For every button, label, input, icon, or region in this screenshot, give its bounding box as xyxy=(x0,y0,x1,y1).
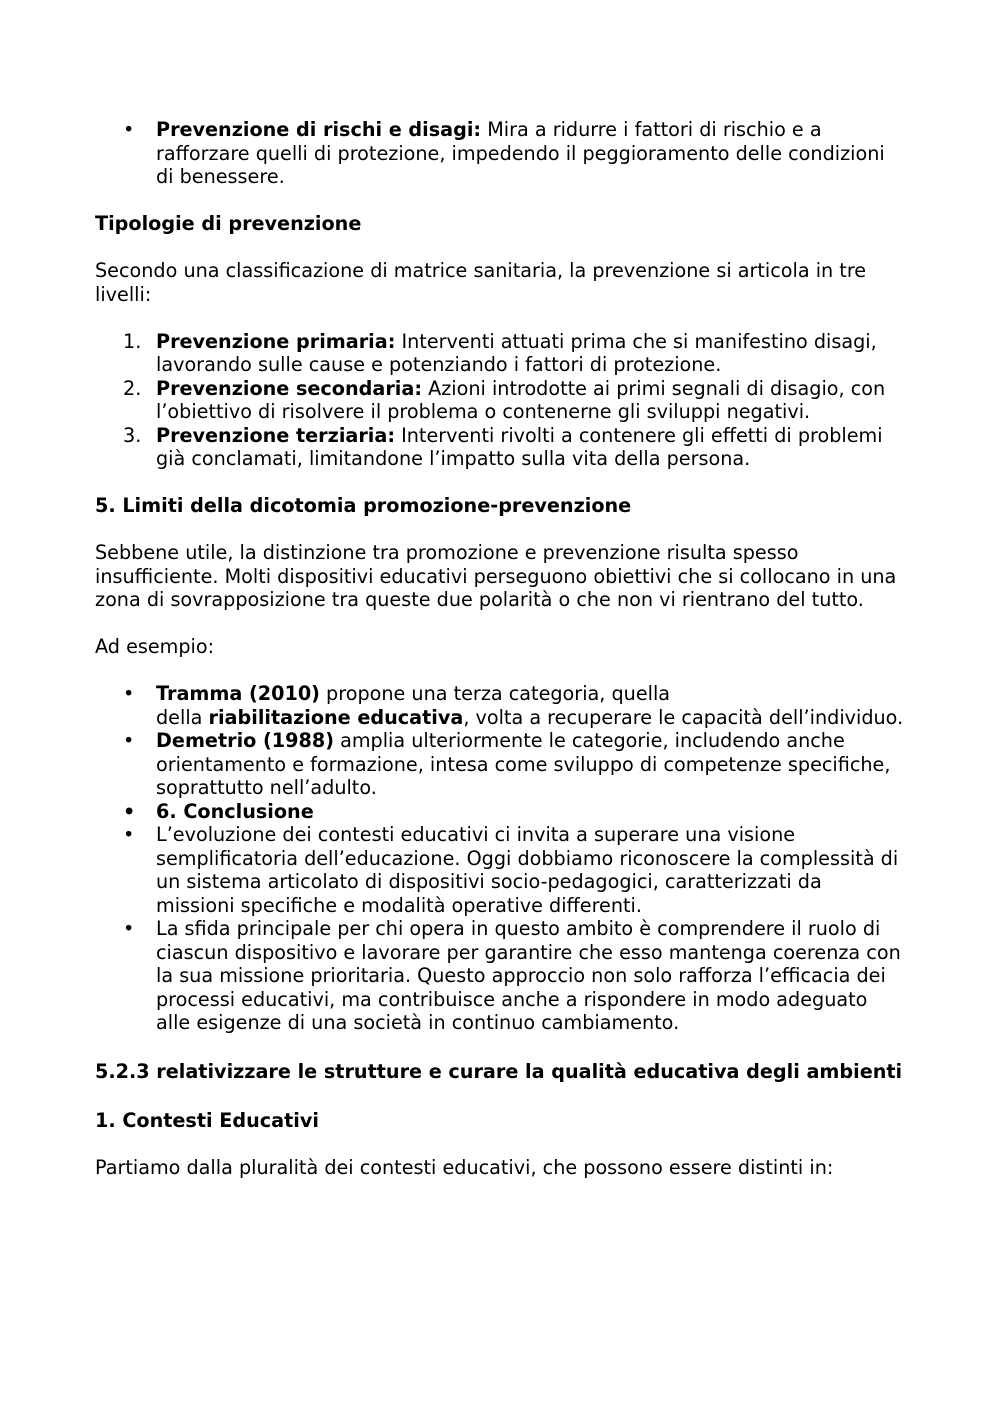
numbered-list xyxy=(95,330,905,471)
list-item-term: Prevenzione terziaria: xyxy=(156,423,396,447)
list-item-term: Prevenzione secondaria: xyxy=(156,376,422,400)
list-item-term: Prevenzione primaria: xyxy=(156,329,396,353)
paragraph: Partiamo dalla pluralità dei contesti educativi, che possono essere distinti in: xyxy=(95,1155,834,1179)
bullet-list-examples xyxy=(95,682,905,1035)
list-item xyxy=(95,118,905,189)
section-heading: 1. Contesti Educativi xyxy=(95,1108,319,1132)
list-item-term: riabilitazione educativa xyxy=(208,705,464,729)
list-item xyxy=(95,377,905,424)
bullet-list-top xyxy=(95,118,905,189)
list-number: 1. xyxy=(123,329,142,353)
section-heading: Tipologie di prevenzione xyxy=(95,212,362,235)
list-item xyxy=(95,330,905,377)
paragraph: Secondo una classificazione di matrice sanitaria, la prevenzione si articola in tre livelli: xyxy=(95,259,867,306)
list-item xyxy=(95,800,905,824)
list-number: 3. xyxy=(123,423,142,447)
list-number: 2. xyxy=(123,376,142,400)
list-item-text: L’evoluzione dei contesti educativi ci invita a superare una visione semplificatoria dell’educazione. Oggi dobbiamo riconoscere la complessità di un sistema articolato di dispositivi socio-pedagogici, caratterizzati da missioni specifiche e modalità operative differenti. xyxy=(156,823,899,917)
list-item-text: La sfida principale per chi opera in questo ambito è comprendere il ruolo di ciascun dispositivo e lavorare per garantire che esso mantenga coerenza con la sua missione prioritaria. Questo approccio non solo rafforza l’efficacia dei processi educativi, ma contribuisce anche a rispondere in modo adeguato alle esigenze di una società in continuo cambiamento. xyxy=(156,917,901,1034)
list-item-text: della xyxy=(156,705,209,729)
list-item-text: amplia ulteriormente le categorie, includendo anche orientamento e formazione, intesa come sviluppo di competenze specifiche, soprattutto nell’adulto. xyxy=(156,729,891,799)
document-body xyxy=(95,118,905,1179)
list-item-text: Interventi rivolti a contenere gli effetti di problemi già conclamati, limitandone l’impatto sulla vita della persona. xyxy=(156,423,883,470)
list-item xyxy=(95,424,905,471)
list-item xyxy=(95,823,905,917)
section-heading: 5. Limiti della dicotomia promozione-prevenzione xyxy=(95,494,632,517)
section-heading: 5.2.3 relativizzare le strutture e curare la qualità educativa degli ambienti xyxy=(95,1060,903,1083)
list-item-term: Tramma (2010) xyxy=(156,682,320,705)
list-item-text: Azioni introdotte ai primi segnali di disagio, con l’obiettivo di risolvere il problema o contenerne gli sviluppi negativi. xyxy=(156,376,886,423)
list-item-text: , volta a recuperare le capacità dell’individuo. xyxy=(463,705,904,729)
list-item-text: propone una terza categoria, quella xyxy=(319,682,671,705)
list-item-term: Demetrio (1988) xyxy=(156,729,334,752)
list-item-heading: 6. Conclusione xyxy=(156,799,314,823)
list-item-term: Prevenzione di rischi e disagi: xyxy=(156,118,482,141)
list-item-text: Interventi attuati prima che si manifestino disagi, lavorando sulle cause e potenziando i fattori di protezione. xyxy=(156,329,877,376)
list-item-text: Mira a ridurre i fattori di rischio e a rafforzare quelli di protezione, impedendo il peggioramento delle condizioni di benessere. xyxy=(156,118,885,188)
paragraph: Sebbene utile, la distinzione tra promozione e prevenzione risulta spesso insufficiente. Molti dispositivi educativi perseguono obiettivi che si collocano in una zona di sovrapposizione tra queste due polarità o che non vi rientrano del tutto. xyxy=(95,541,897,611)
list-item xyxy=(95,729,905,800)
paragraph: Ad esempio: xyxy=(95,635,215,658)
list-item xyxy=(95,682,905,729)
list-item xyxy=(95,917,905,1035)
